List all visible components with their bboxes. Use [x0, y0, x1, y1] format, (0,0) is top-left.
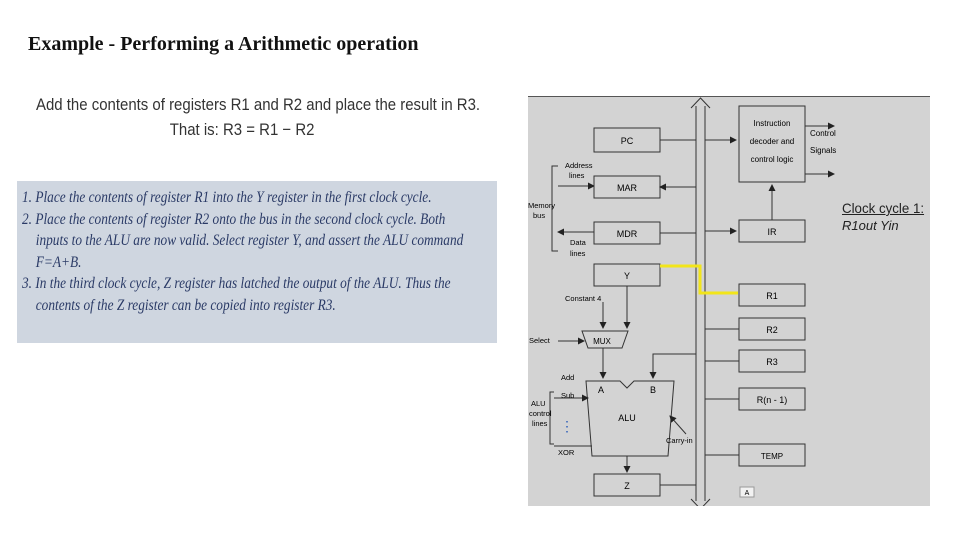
address-lines-2: lines: [569, 171, 585, 180]
select-label: Select: [529, 336, 550, 345]
highlight-path: [660, 266, 738, 293]
carry-in-label: Carry-in: [666, 436, 693, 445]
sub-label: Sub: [561, 391, 575, 400]
decoder-line-3: control logic: [750, 155, 794, 164]
slide-title: Example - Performing a Arithmetic operation: [28, 33, 419, 55]
ir-label: IR: [767, 227, 777, 237]
alu-input-b: B: [649, 385, 657, 395]
processor-bus: [691, 98, 710, 506]
alu-control-1: ALU: [531, 399, 546, 408]
y-label: Y: [623, 271, 631, 281]
mar-label: MAR: [617, 183, 637, 193]
clock-cycle-signals: R1out Yin: [842, 218, 899, 233]
pc-label: PC: [620, 136, 634, 146]
step-line: 2. Place the contents of register R2 onto the bus in the second clock cycle. Both: [22, 210, 446, 228]
step-line: F=A+B.: [35, 253, 82, 271]
data-lines-1: Data: [570, 238, 586, 247]
add-label: Add: [561, 373, 575, 382]
data-lines-2: lines: [570, 249, 586, 258]
control-signals-1: Control: [810, 129, 836, 138]
clock-cycle-heading: Clock cycle 1:: [842, 200, 925, 216]
constant-4-label: Constant 4: [565, 294, 602, 303]
mux-label: MUX: [593, 337, 611, 346]
rn1-label: R(n - 1): [756, 395, 788, 405]
step-line: inputs to the ALU are now valid. Select register Y, and assert the ALU command: [35, 232, 464, 249]
intro-line-1: Add the contents of registers R1 and R2 and place the result in R3.: [36, 95, 481, 114]
steps-box: [17, 181, 497, 343]
r2-label: R2: [766, 325, 778, 335]
intro-text: [36, 92, 541, 142]
z-label: Z: [624, 481, 630, 491]
step-line: contents of the Z register can be copied into register R3.: [35, 296, 336, 314]
memory-bus-1: Memory: [528, 201, 556, 210]
alu-control-2: control: [529, 409, 552, 418]
temp-label: TEMP: [760, 452, 784, 461]
corner-mark-label: A: [744, 490, 750, 497]
step-line: 3. In the third clock cycle, Z register has latched the output of the ALU. Thus the: [22, 275, 451, 292]
control-signals-2: Signals: [810, 146, 837, 155]
decoder-line-2: decoder and: [749, 137, 795, 146]
r3-label: R3: [766, 357, 778, 367]
datapath-diagram: [528, 96, 930, 506]
mdr-label: MDR: [616, 229, 638, 239]
alu-ellipsis: ⋮: [560, 418, 574, 434]
clock-cycle-note: [842, 200, 928, 233]
intro-line-2: That is: R3 = R1 − R2: [169, 120, 315, 139]
step-line: 1. Place the contents of register R1 into the Y register in the first clock cycle.: [22, 189, 432, 206]
memory-bus-2: bus: [533, 211, 546, 220]
address-lines-1: Address: [565, 161, 593, 170]
alu-input-a: A: [597, 385, 605, 395]
xor-label: XOR: [558, 448, 575, 457]
alu-control-3: lines: [532, 419, 548, 428]
alu-label: ALU: [618, 413, 636, 423]
decoder-line-1: Instruction: [753, 119, 791, 128]
r1-label: R1: [766, 291, 778, 301]
